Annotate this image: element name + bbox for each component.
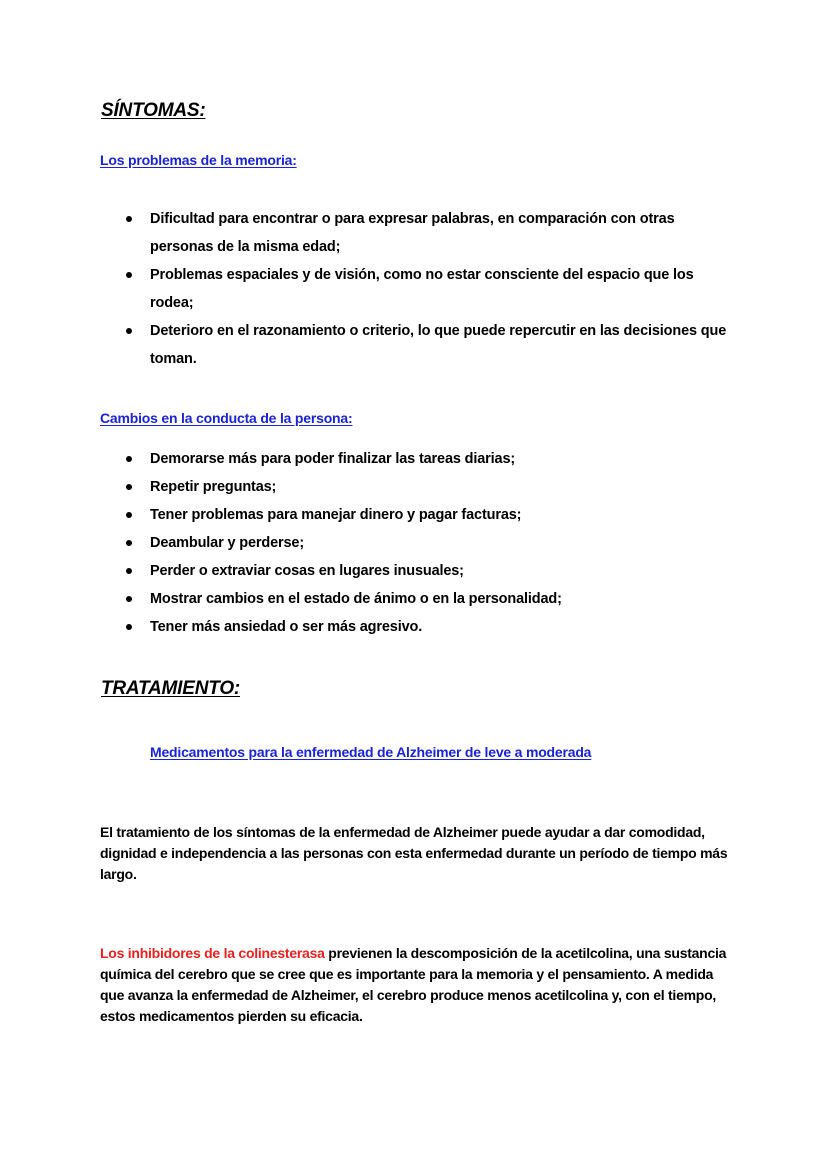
- list-item: Demorarse más para poder finalizar las tareas diarias;: [100, 445, 740, 473]
- list-item: Deterioro en el razonamiento o criterio, lo que puede repercutir en las decisiones que toman.: [100, 317, 740, 373]
- conducta-list: [100, 445, 740, 641]
- list-item: Repetir preguntas;: [100, 473, 740, 501]
- sintomas-heading: SÍNTOMAS:: [101, 100, 206, 121]
- tratamiento-heading: TRATAMIENTO:: [101, 678, 241, 699]
- inhibidores-paragraph: [100, 943, 740, 1027]
- inhibidores-text: previenen la descomposición de la acetilcolina, una sustancia química del cerebro que se cree que es importante para la memoria y el pensamiento. A medida que avanza la enfermedad de Alzheimer, el cerebro produce menos acetilcolina y, con el tiempo, estos medicamentos pierden su eficacia.: [100, 945, 727, 1024]
- list-item: Dificultad para encontrar o para expresar palabras, en comparación con otras personas de la misma edad;: [100, 205, 740, 261]
- medicamentos-link[interactable]: Medicamentos para la enfermedad de Alzheimer de leve a moderada: [150, 744, 592, 760]
- list-item: Tener más ansiedad o ser más agresivo.: [100, 613, 740, 641]
- conducta-link[interactable]: Cambios en la conducta de la persona:: [100, 410, 353, 426]
- list-item: Tener problemas para manejar dinero y pagar facturas;: [100, 501, 740, 529]
- list-item: Perder o extraviar cosas en lugares inusuales;: [100, 557, 740, 585]
- inhibidores-highlight: Los inhibidores de la colinesterasa: [100, 945, 325, 961]
- list-item: Mostrar cambios en el estado de ánimo o en la personalidad;: [100, 585, 740, 613]
- list-item: Deambular y perderse;: [100, 529, 740, 557]
- memoria-list: [100, 205, 740, 373]
- list-item: Problemas espaciales y de visión, como no estar consciente del espacio que los rodea;: [100, 261, 740, 317]
- tratamiento-paragraph: El tratamiento de los síntomas de la enfermedad de Alzheimer puede ayudar a dar comodidad, dignidad e independencia a las personas con esta enfermedad durante un período de tiempo más largo.: [100, 824, 728, 882]
- memoria-link[interactable]: Los problemas de la memoria:: [100, 152, 297, 168]
